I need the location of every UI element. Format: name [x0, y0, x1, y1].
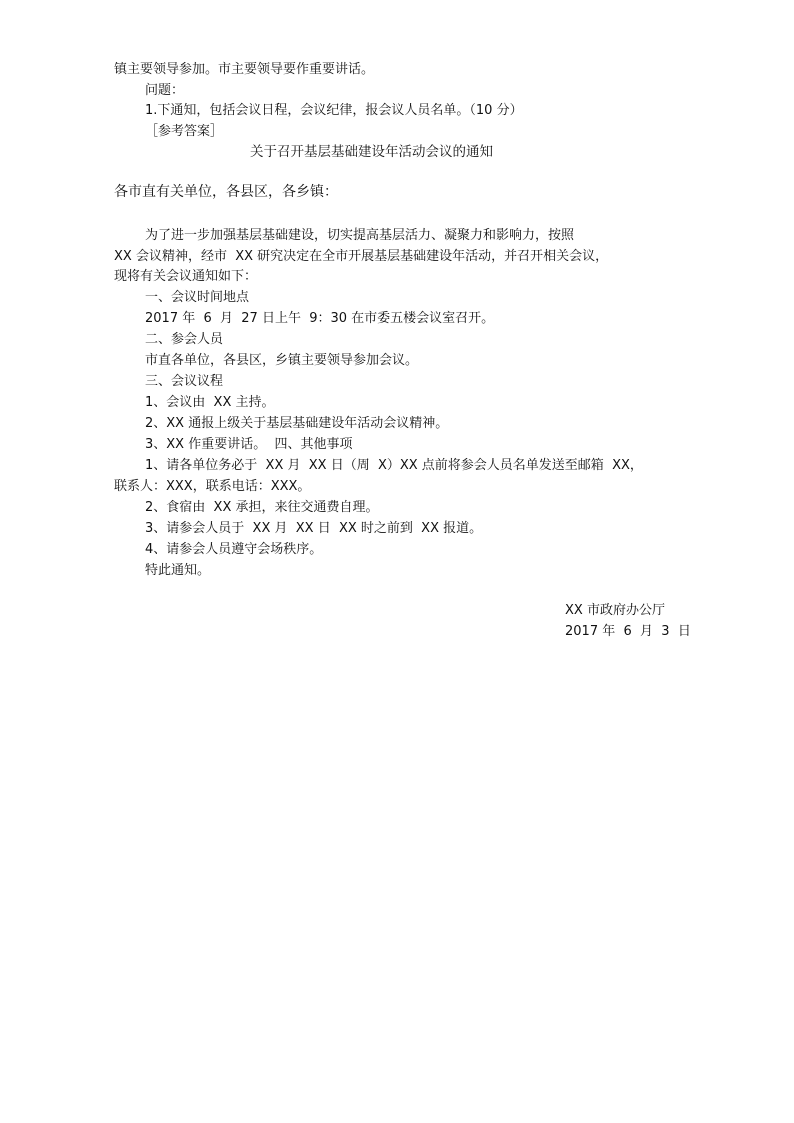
- agenda-item-3: 3、XX 作重要讲话。 四、其他事项: [145, 437, 353, 452]
- intro-continuation: 镇主要领导参加。市主要领导要作重要讲话。: [114, 62, 375, 77]
- question-text: 1.下通知，包括会议日程，会议纪律，报会议人员名单。（10 分）: [145, 103, 523, 118]
- section3-heading: 三、会议议程: [145, 374, 224, 389]
- question-label: 问题：: [145, 83, 185, 98]
- section1-text: 2017 年 6 月 27 日上午 9：30 在市委五楼会议室召开。: [145, 311, 495, 326]
- signature-org: XX 市政府办公厅: [565, 603, 665, 618]
- body-line-2: XX 会议精神，经市 XX 研究决定在全市开展基层基础建设年活动，并召开相关会议，: [114, 249, 609, 264]
- body-line-1: 为了进一步加强基层基础建设，切实提高基层活力、凝聚力和影响力，按照: [145, 228, 575, 243]
- other-item-3: 3、请参会人员于 XX 月 XX 日 XX 时之前到 XX 报道。: [145, 521, 483, 536]
- section2-text: 市直各单位，各县区，乡镇主要领导参加会议。: [145, 353, 419, 368]
- body-line-3: 现将有关会议通知如下：: [114, 269, 258, 284]
- answer-label: ［参考答案］: [145, 124, 224, 139]
- other-item-2: 2、食宿由 XX 承担，来往交通费自理。: [145, 500, 379, 515]
- agenda-item-1: 1、会议由 XX 主持。: [145, 395, 275, 410]
- salutation: 各市直有关单位，各县区，各乡镇：: [114, 184, 338, 200]
- section2-heading: 二、参会人员: [145, 332, 224, 347]
- agenda-item-2: 2、XX 通报上级关于基层基础建设年活动会议精神。: [145, 416, 449, 431]
- other-item-1-line-2: 联系人：XXX，联系电话：XXX。: [114, 479, 311, 494]
- notice-title: 关于召开基层基础建设年活动会议的通知: [250, 144, 493, 160]
- closing: 特此通知。: [145, 563, 211, 578]
- signature-date: 2017 年 6 月 3 日: [565, 624, 691, 639]
- other-item-4: 4、请参会人员遵守会场秩序。: [145, 542, 323, 557]
- section1-heading: 一、会议时间地点: [145, 290, 250, 305]
- other-item-1-line-1: 1、请各单位务必于 XX 月 XX 日（周 X）XX 点前将参会人员名单发送至邮箱 XX，: [145, 458, 643, 473]
